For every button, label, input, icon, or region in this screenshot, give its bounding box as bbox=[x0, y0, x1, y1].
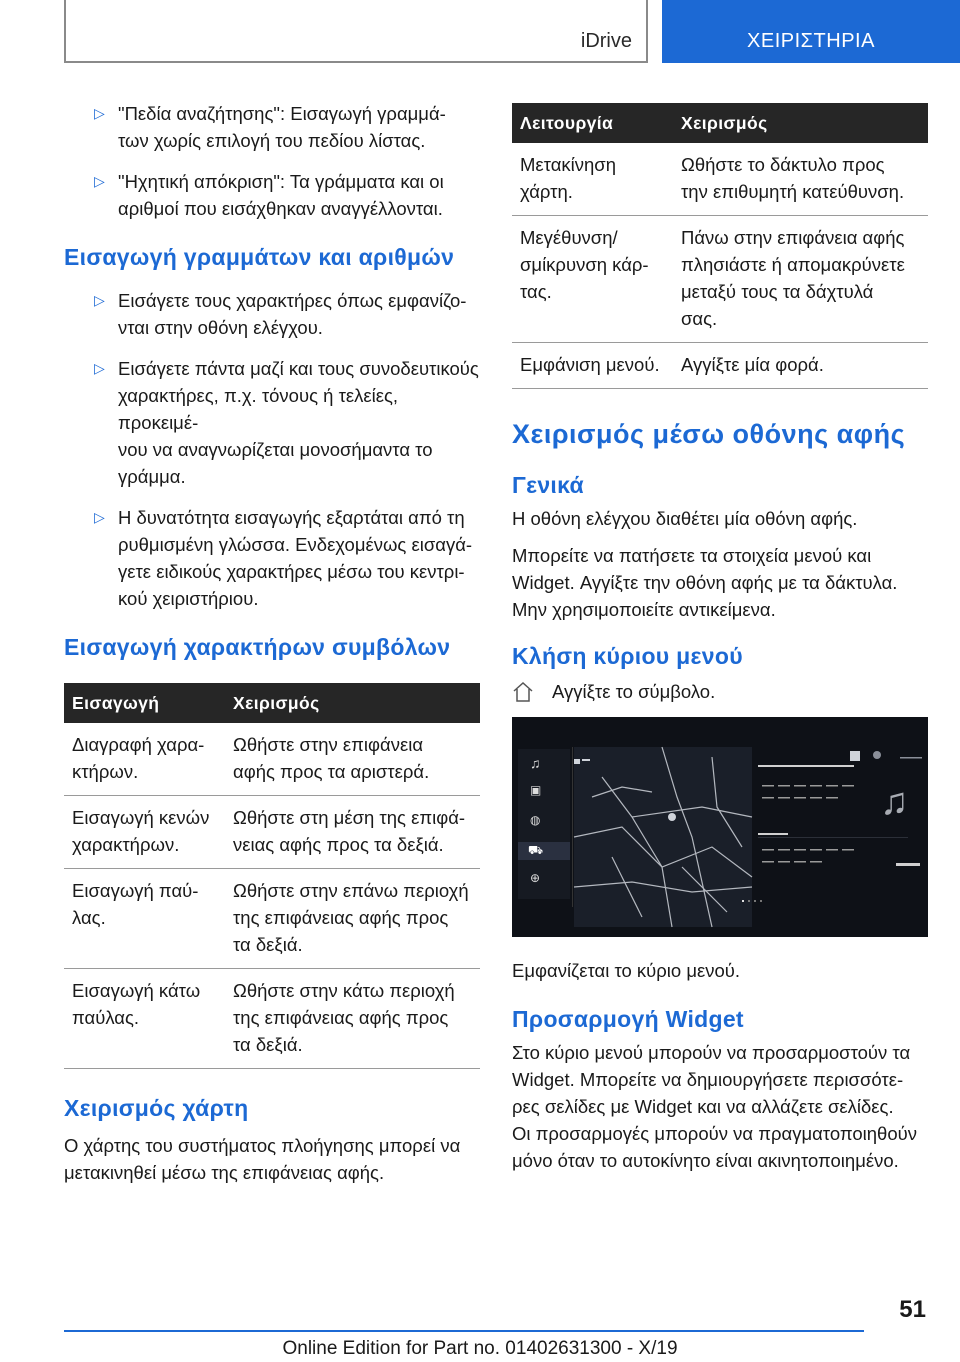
media-widget-icon: ▣ bbox=[530, 783, 542, 797]
heading-widget: Προσαρμογή Widget bbox=[512, 1006, 744, 1032]
table-header-cell: Χειρισμός bbox=[673, 103, 928, 143]
table-cell: Εισαγωγή κάτω παύλας. bbox=[64, 969, 225, 1069]
bullet-text: "Ηχητική απόκριση": Τα γράμματα και οι αριθμοί που εισάχθηκαν αναγγέλλονται. bbox=[118, 171, 444, 219]
music-note-icon: ♫ bbox=[530, 755, 541, 771]
paragraph-menu-shown: Εμφανίζεται το κύριο μενού. bbox=[512, 960, 741, 981]
bullet-triangle-icon: ▷ bbox=[94, 509, 105, 525]
heading-touchscreen: Χειρισμός μέσω οθόνης αφής bbox=[512, 419, 906, 449]
main-menu-illustration bbox=[512, 717, 928, 937]
paragraph-general-2: Μπορείτε να πατήσετε τα στοιχεία μενού και Widget. Αγγίξτε την οθόνη αφής με τα δάκτυλα. Μην χρησιμοποιείτε αντικείμενα. bbox=[512, 545, 898, 620]
home-instruction bbox=[512, 678, 928, 705]
table-cell: Εισαγωγή παύ- λας. bbox=[64, 869, 225, 969]
table-cell: Μεγέθυνση/ σμίκρυνση κάρ- τας. bbox=[512, 216, 673, 343]
phone-icon: ◍ bbox=[530, 813, 541, 827]
right-column bbox=[512, 103, 928, 1184]
table-cell: Πάνω στην επιφάνεια αφής πλησιάστε ή απομακρύνετε μεταξύ τους τα δάχτυλά σας. bbox=[673, 216, 928, 343]
table-row bbox=[64, 969, 480, 1069]
table-cell: Εμφάνιση μενού. bbox=[512, 343, 673, 389]
bullet-item bbox=[64, 504, 480, 612]
bullet-text: Εισάγετε τους χαρακτήρες όπως εμφανίζο- νται στην οθόνη ελέγχου. bbox=[118, 290, 467, 338]
table-header-cell: Λειτουργία bbox=[512, 103, 673, 143]
header-chapter-title: iDrive bbox=[580, 30, 632, 52]
left-column bbox=[64, 100, 480, 1196]
table-cell: Μετακίνηση χάρτη. bbox=[512, 143, 673, 216]
table-row bbox=[512, 143, 928, 216]
bullet-item bbox=[64, 168, 480, 222]
table-cell: Ωθήστε στη μέση της επιφά- νειας αφής προς τα δεξιά. bbox=[225, 796, 480, 869]
table-header-cell: Εισαγωγή bbox=[64, 683, 225, 723]
table-cell: Εισαγωγή κενών χαρακτήρων. bbox=[64, 796, 225, 869]
footer-divider bbox=[64, 1330, 864, 1332]
table-cell: Διαγραφή χαρα- κτήρων. bbox=[64, 723, 225, 796]
symbol-input-table bbox=[64, 683, 480, 1069]
table-row bbox=[64, 723, 480, 796]
bullet-triangle-icon: ▷ bbox=[94, 292, 105, 308]
bullet-triangle-icon: ▷ bbox=[94, 105, 105, 121]
heading-symbol-input: Εισαγωγή χαρακτήρων συμβόλων bbox=[64, 634, 451, 660]
bullet-item bbox=[64, 287, 480, 341]
home-icon bbox=[512, 681, 534, 703]
bullet-triangle-icon: ▷ bbox=[94, 173, 105, 189]
footer-edition: Online Edition for Part no. 01402631300 - X/19 bbox=[282, 1338, 678, 1359]
table-cell: Ωθήστε στην επάνω περιοχή της επιφάνειας αφής προς τα δεξιά. bbox=[225, 869, 480, 969]
page-number: 51 bbox=[899, 1296, 926, 1323]
music-widget-icon: ♫ bbox=[880, 781, 909, 823]
table-row bbox=[64, 869, 480, 969]
table-cell: Ωθήστε στην επιφάνεια αφής προς τα αριστερά. bbox=[225, 723, 480, 796]
heading-map-operation: Χειρισμός χάρτη bbox=[64, 1095, 249, 1121]
bullet-text: Εισάγετε πάντα μαζί και τους συνοδευτικούς χαρακτήρες, π.χ. τόνους ή τελείες, προκειμέ- νου να αναγνωρίζεται μονοσήμαντα το γράμμα. bbox=[118, 358, 479, 487]
header-section-title: ΧΕΙΡΙΣΤΗΡΙΑ bbox=[747, 30, 875, 52]
table-row bbox=[512, 216, 928, 343]
table-row bbox=[512, 343, 928, 389]
idrive-main-menu-screenshot bbox=[512, 717, 928, 937]
heading-general: Γενικά bbox=[512, 472, 584, 498]
settings-icon: ⊕ bbox=[530, 871, 541, 885]
bullet-text: Η δυνατότητα εισαγωγής εξαρτάται από τη ρυθμισμένη γλώσσα. Ενδεχομένως εισαγά- γετε ειδικούς χαρακτήρες μέσω του κεντρι- κού χειριστήριου. bbox=[118, 507, 473, 609]
table-header-cell: Χειρισμός bbox=[225, 683, 480, 723]
car-icon: ⛟ bbox=[528, 843, 544, 857]
bullet-triangle-icon: ▷ bbox=[94, 360, 105, 376]
home-instruction-text: Αγγίξτε το σύμβολο. bbox=[552, 681, 716, 702]
header-section-tab bbox=[662, 0, 960, 63]
paragraph-map: Ο χάρτης του συστήματος πλοήγησης μπορεί να μετακινηθεί μέσω της επιφάνειας αφής. bbox=[64, 1135, 461, 1183]
table-cell: Ωθήστε στην κάτω περιοχή της επιφάνειας αφής προς τα δεξιά. bbox=[225, 969, 480, 1069]
heading-main-menu: Κλήση κύριου μενού bbox=[512, 643, 743, 669]
heading-letters-numbers: Εισαγωγή γραμμάτων και αριθμών bbox=[64, 244, 455, 270]
table-cell: Ωθήστε το δάκτυλο προς την επιθυμητή κατεύθυνση. bbox=[673, 143, 928, 216]
paragraph-widget: Στο κύριο μενού μπορούν να προσαρμοστούν τα Widget. Μπορείτε να δημιουργήσετε περισσότε- ρες σελίδες με Widget και να αλλάζετε σελίδες. Οι προσαρμογές μπορούν να πραγματοποιηθούν μόνο όταν το αυτοκίνητο είναι ακινητοποιημένο. bbox=[512, 1042, 918, 1171]
bullet-text: "Πεδία αναζήτησης": Εισαγωγή γραμμά- των χωρίς επιλογή του πεδίου λίστας. bbox=[118, 103, 446, 151]
header-section-box bbox=[64, 0, 648, 63]
bullet-item bbox=[64, 355, 480, 490]
table-cell: Αγγίξτε μία φορά. bbox=[673, 343, 928, 389]
function-table bbox=[512, 103, 928, 389]
table-row bbox=[64, 796, 480, 869]
bullet-item bbox=[64, 100, 480, 154]
paragraph-general-1: Η οθόνη ελέγχου διαθέτει μία οθόνη αφής. bbox=[512, 508, 858, 529]
